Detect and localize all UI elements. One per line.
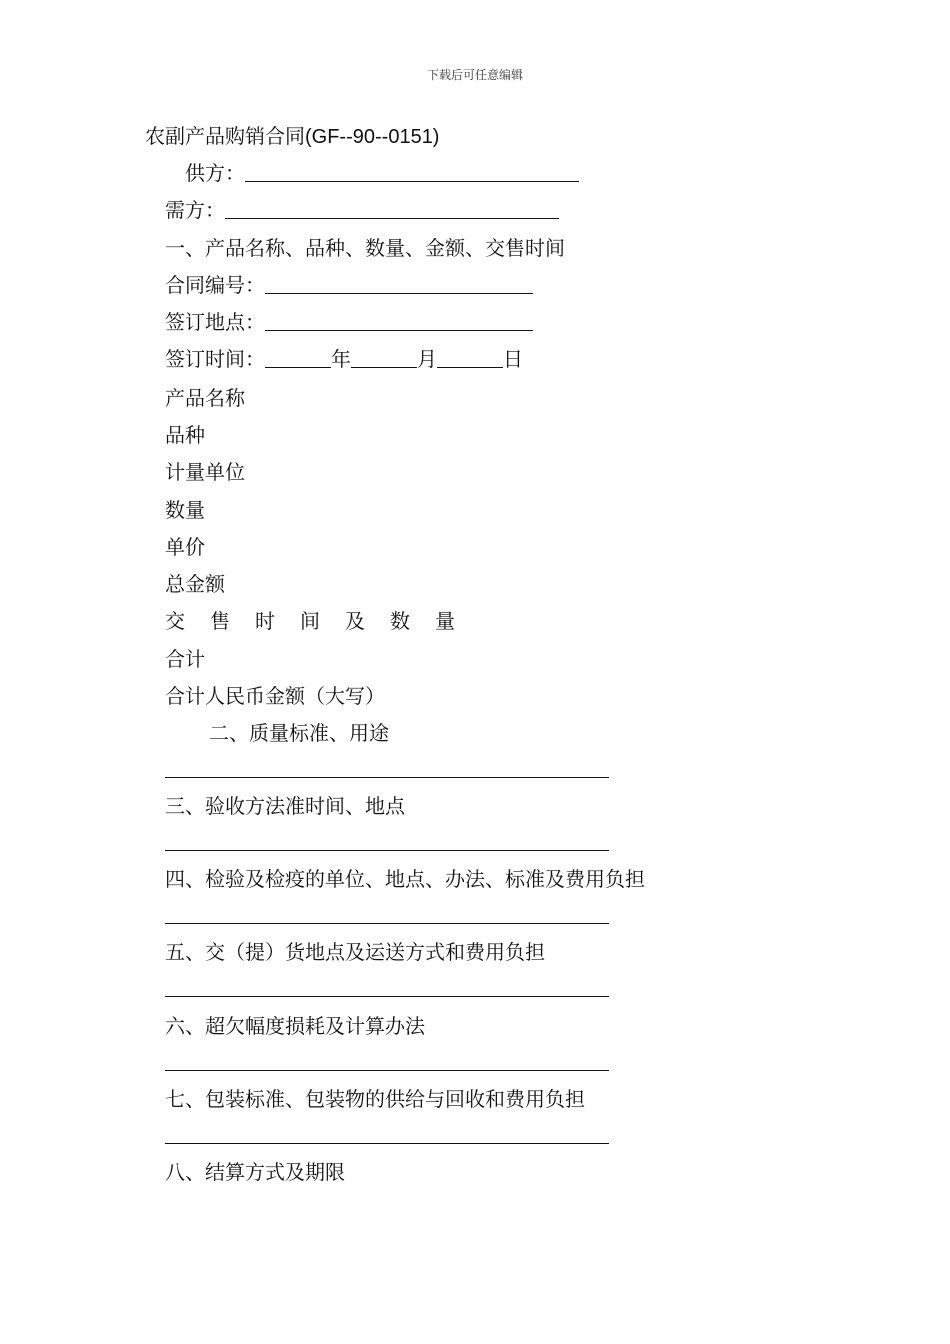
row-total-amount: 总金额 [165,572,225,596]
delivery-char: 及 [345,609,365,633]
section-7-blank-line[interactable] [165,1143,609,1144]
section-2-heading: 二、质量标准、用途 [209,721,389,745]
section-6-heading: 六、超欠幅度损耗及计算办法 [165,1014,425,1038]
section-3-heading: 三、验收方法准时间、地点 [165,794,405,818]
section-5-heading: 五、交（提）货地点及运送方式和费用负担 [165,940,545,964]
section-4-heading: 四、检验及检疫的单位、地点、办法、标准及费用负担 [165,867,645,891]
year-blank[interactable] [265,347,331,368]
section-4-blank-line[interactable] [165,923,609,924]
contract-title: 农副产品购销合同(GF--90--0151) [145,126,440,148]
section-6-blank-line[interactable] [165,1070,609,1071]
year-label: 年 [331,347,351,371]
supplier-label: 供方： [185,161,245,185]
row-unit-price: 单价 [165,535,205,559]
delivery-char: 售 [210,609,230,633]
section-3-blank-line[interactable] [165,850,609,851]
month-label: 月 [417,347,437,371]
section-5-blank-line[interactable] [165,996,609,997]
section-7-heading: 七、包装标准、包装物的供给与回收和费用负担 [165,1087,585,1111]
delivery-char: 交 [165,609,185,633]
sign-place-label: 签订地点： [165,310,265,334]
month-blank[interactable] [351,347,417,368]
day-label: 日 [503,347,523,371]
row-product-name: 产品名称 [165,386,245,410]
buyer-label: 需方： [165,198,225,222]
delivery-char: 数 [390,609,410,633]
day-blank[interactable] [437,347,503,368]
row-unit: 计量单位 [165,460,245,484]
buyer-blank[interactable] [225,198,559,219]
section-8-heading: 八、结算方式及期限 [165,1160,345,1184]
buyer-line [165,197,559,223]
contract-no-label: 合同编号： [165,273,265,297]
row-variety: 品种 [165,423,205,447]
delivery-char: 时 [255,609,275,633]
contract-no-blank[interactable] [265,273,533,294]
contract-no-line [165,272,533,298]
supplier-blank[interactable] [245,161,579,182]
sign-place-line [165,309,533,335]
delivery-char: 量 [435,609,455,633]
section-1-heading: 一、产品名称、品种、数量、金额、交售时间 [165,236,565,260]
row-quantity: 数量 [165,498,205,522]
delivery-char: 间 [300,609,320,633]
row-delivery-time-qty [165,608,480,634]
row-total-rmb: 合计人民币金额（大写） [165,684,385,708]
sign-time-line [165,346,523,372]
section-2-blank-line[interactable] [165,777,609,778]
page-header-note: 下载后可任意编辑 [426,68,523,82]
row-total: 合计 [165,647,205,671]
sign-time-label: 签订时间： [165,347,265,371]
supplier-line [185,160,579,186]
sign-place-blank[interactable] [265,310,533,331]
